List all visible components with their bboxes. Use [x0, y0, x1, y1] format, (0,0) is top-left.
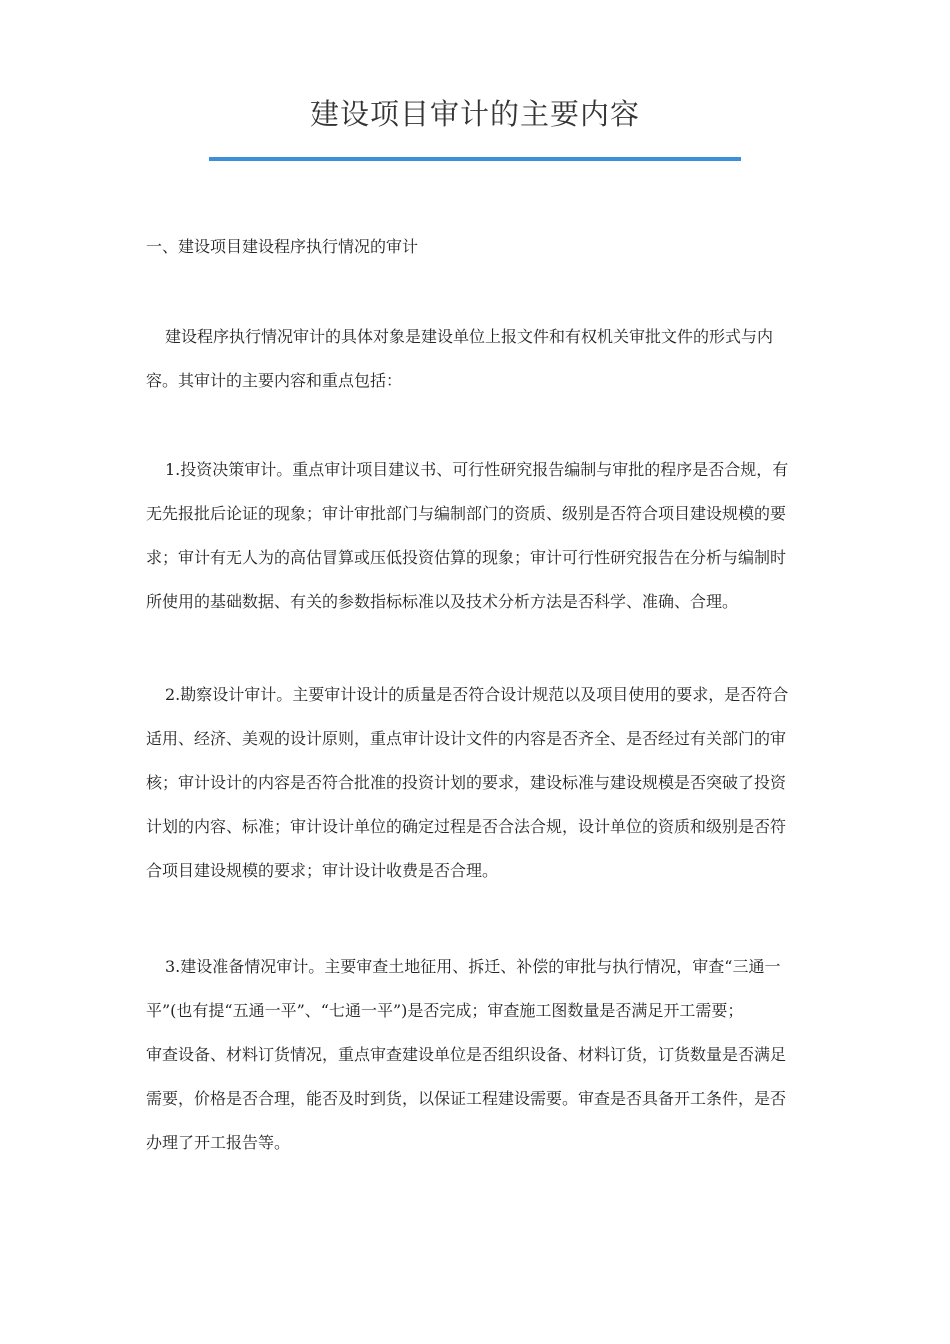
section-heading: 一、建设项目建设程序执行情况的审计 [146, 237, 419, 256]
paragraph-line: 3.建设准备情况审计。主要审查土地征用、拆迁、补偿的审批与执行情况，审查“三通一 [165, 957, 781, 976]
paragraph-line: 所使用的基础数据、有关的参数指标标准以及技术分析方法是否科学、准确、合理。 [146, 592, 739, 611]
paragraph-line: 需要，价格是否合理，能否及时到货，以保证工程建设需要。审查是否具备开工条件，是否 [146, 1089, 787, 1108]
document-title: 建设项目审计的主要内容 [309, 97, 640, 131]
paragraph-line: 适用、经济、美观的设计原则，重点审计设计文件的内容是否齐全、是否经过有关部门的审 [146, 729, 787, 748]
paragraph-line: 核；审计设计的内容是否符合批准的投资计划的要求，建设标准与建设规模是否突破了投资 [146, 773, 787, 792]
paragraph-line: 1.投资决策审计。重点审计项目建议书、可行性研究报告编制与审批的程序是否合规，有 [165, 460, 789, 479]
paragraph-survey-design [146, 673, 812, 893]
paragraph-line: 求；审计有无人为的高估冒算或压低投资估算的现象；审计可行性研究报告在分析与编制时 [146, 548, 787, 567]
paragraph-line: 建设程序执行情况审计的具体对象是建设单位上报文件和有权机关审批文件的形式与内 [165, 327, 774, 346]
paragraph-line: 审查设备、材料订货情况，重点审查建设单位是否组织设备、材料订货，订货数量是否满足 [146, 1045, 787, 1064]
paragraph-construction-preparation [146, 945, 812, 1165]
title-underline [209, 157, 741, 161]
paragraph-line: 合项目建设规模的要求；审计设计收费是否合理。 [146, 861, 499, 880]
paragraph-line: 办理了开工报告等。 [146, 1133, 291, 1152]
paragraph-intro [146, 315, 812, 403]
paragraph-line: 无先报批后论证的现象；审计审批部门与编制部门的资质、级别是否符合项目建设规模的要 [146, 504, 787, 523]
paragraph-line: 平”(也有提“五通一平”、“七通一平”)是否完成；审查施工图数量是否满足开工需要； [146, 1001, 744, 1020]
paragraph-line: 容。其审计的主要内容和重点包括： [146, 371, 403, 390]
paragraph-line: 计划的内容、标准；审计设计单位的确定过程是否合法合规，设计单位的资质和级别是否符 [146, 817, 787, 836]
paragraph-investment-decision [146, 448, 812, 624]
paragraph-line: 2.勘察设计审计。主要审计设计的质量是否符合设计规范以及项目使用的要求，是否符合 [165, 685, 789, 704]
